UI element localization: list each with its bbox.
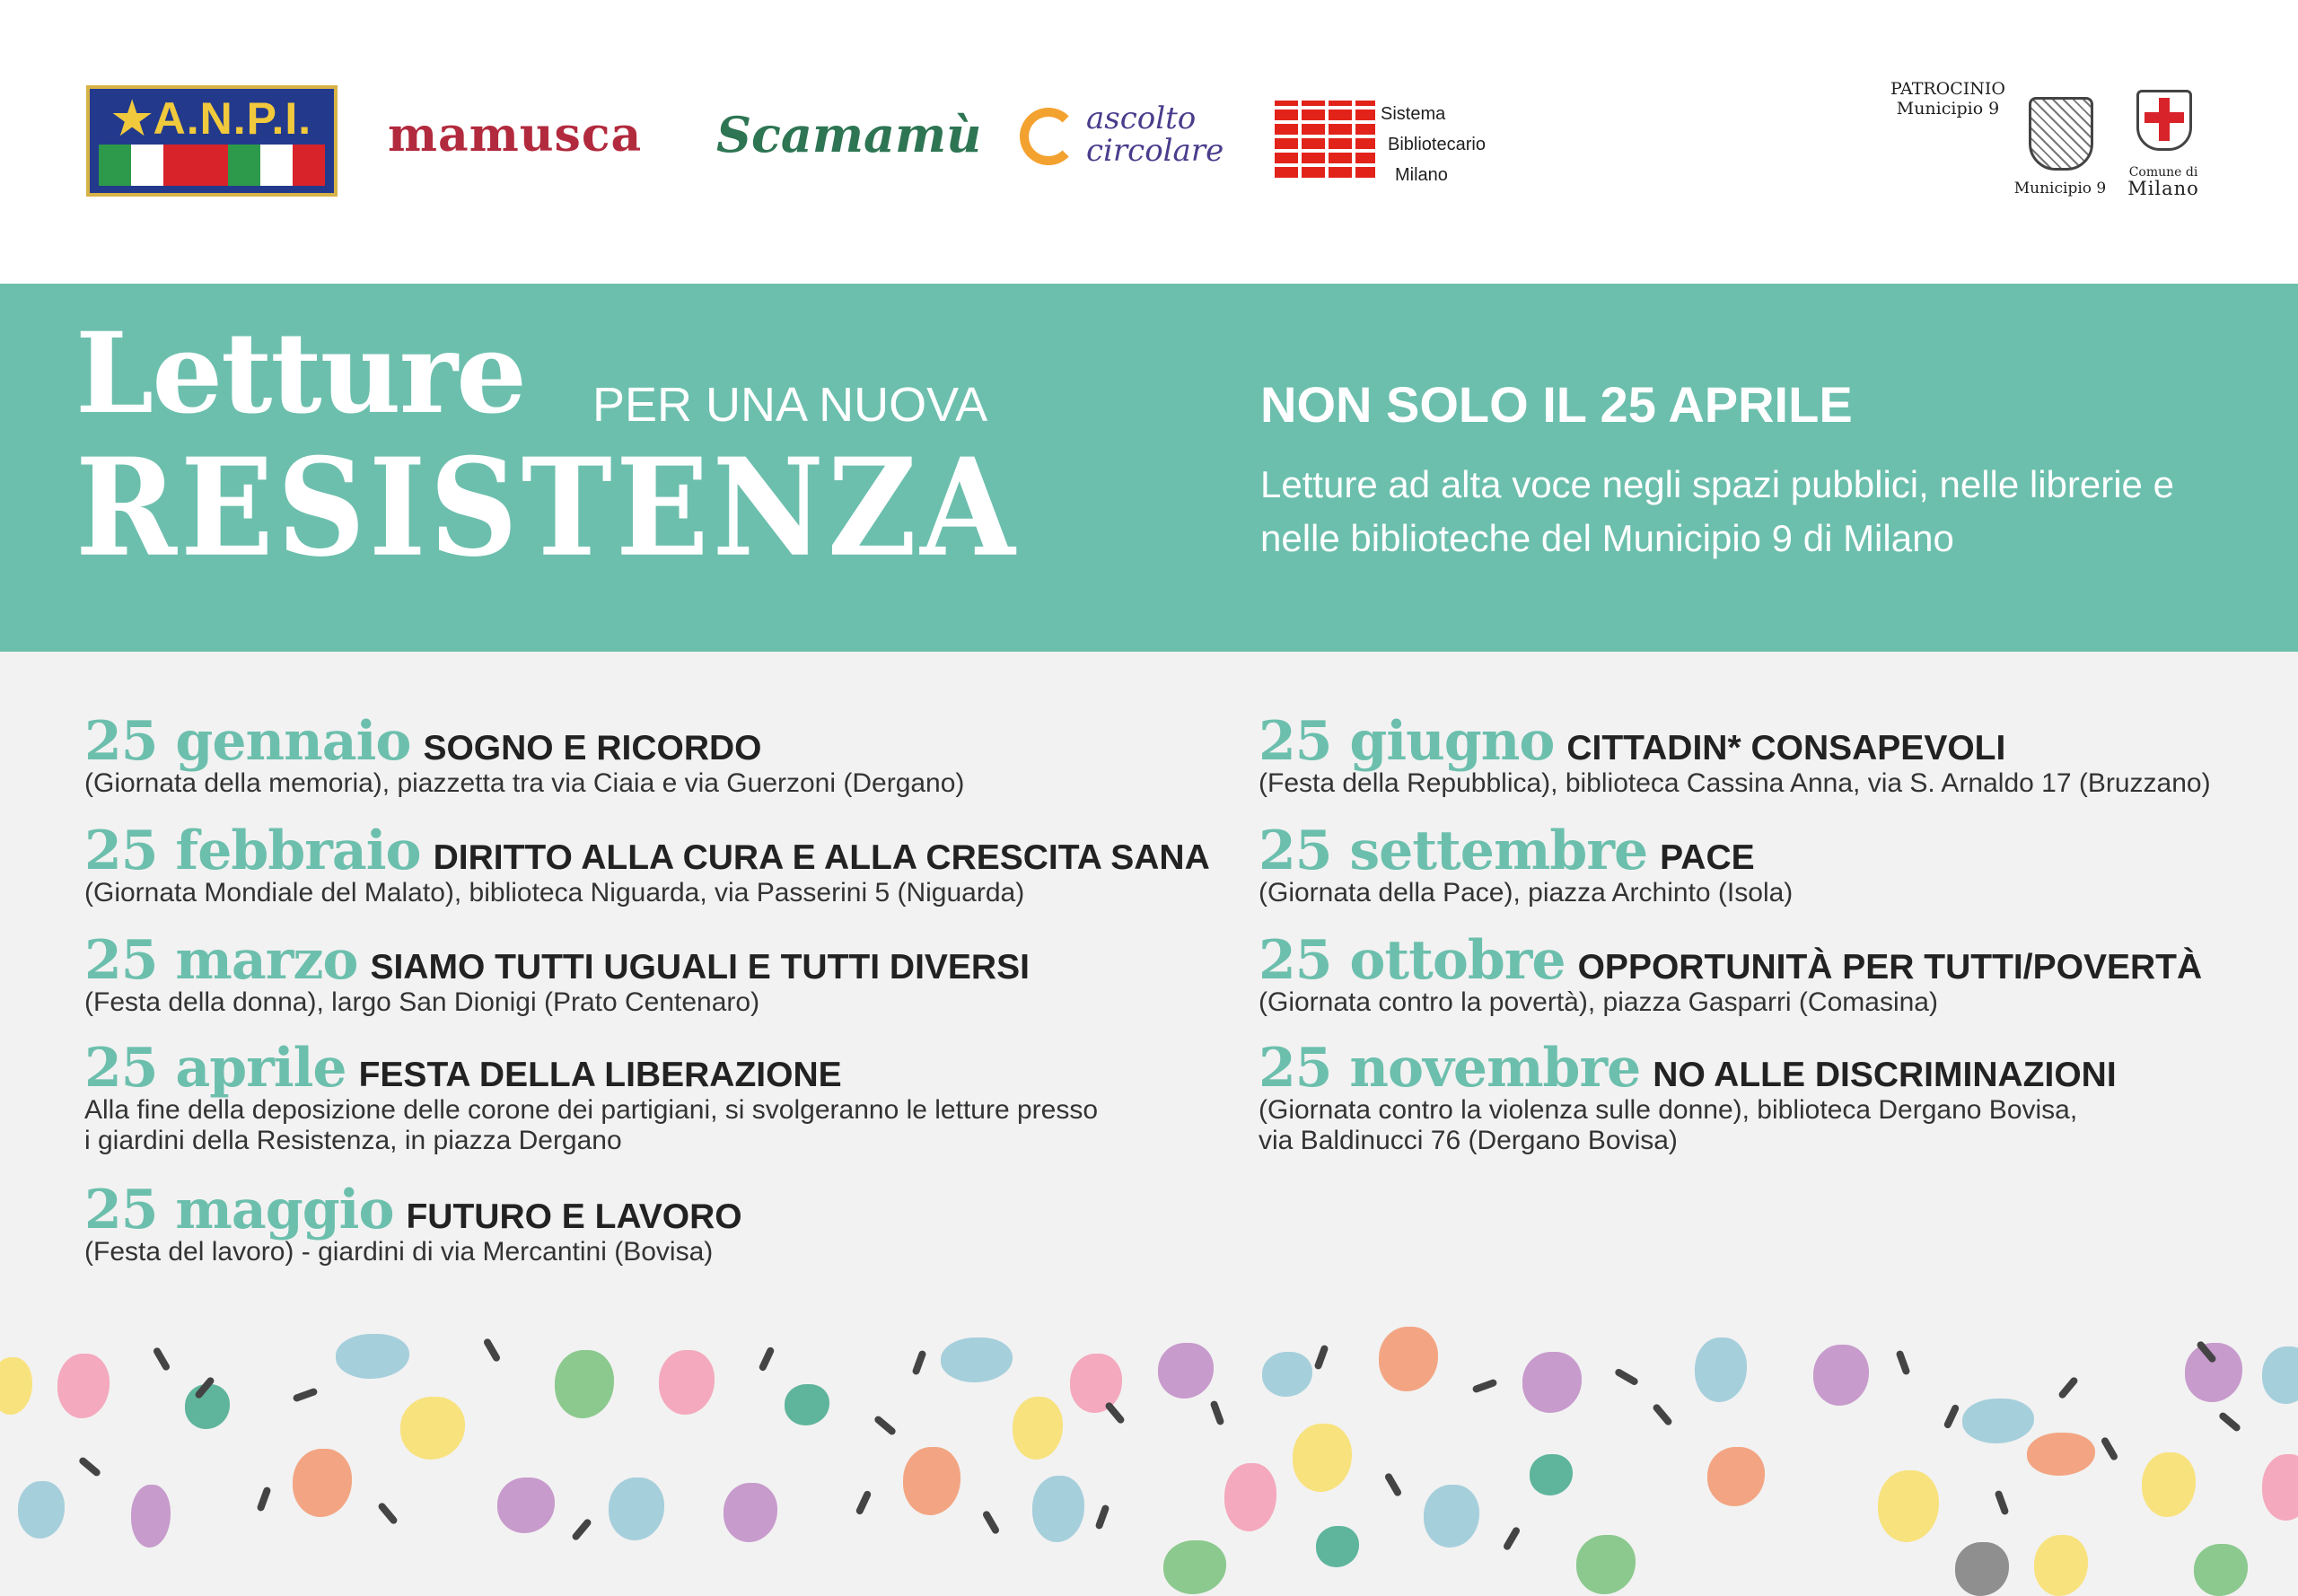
italian-flag-icon xyxy=(99,145,325,186)
event-item xyxy=(1259,1037,2298,1156)
scamamu-logo: Scamamù xyxy=(716,106,982,163)
sponsor-header xyxy=(0,0,2298,284)
mamusca-logo: mamusca xyxy=(388,108,643,162)
event-date: 25 gennaio xyxy=(84,710,411,773)
anpi-logo: ★A.N.P.I. xyxy=(86,85,338,197)
title-letture: Letture xyxy=(75,309,526,439)
event-theme: CITTADIN* CONSAPEVOLI xyxy=(1566,729,2006,767)
event-item xyxy=(84,929,1269,1018)
bricks-icon xyxy=(1275,101,1375,178)
event-details: (Giornata contro la violenza sulle donne), biblioteca Dergano Bovisa, via Baldinucci 76 (Dergano Bovisa) xyxy=(1259,1095,2078,1155)
event-item xyxy=(84,1179,1269,1267)
event-details: (Festa della Repubblica), biblioteca Cassina Anna, via S. Arnaldo 17 (Bruzzano) xyxy=(1259,768,2211,798)
crescent-icon xyxy=(1020,108,1077,165)
confetti-dot xyxy=(2262,1346,2298,1404)
event-details: (Giornata della memoria), piazzetta tra via Ciaia e via Guerzoni (Dergano) xyxy=(84,768,965,798)
confetti-dot xyxy=(2262,1454,2298,1521)
event-theme: SOGNO E RICORDO xyxy=(423,729,762,767)
ascolto-circolare-logo: ascolto circolare xyxy=(1020,101,1217,172)
event-details: (Giornata contro la povertà), piazza Gasparri (Comasina) xyxy=(1259,987,1938,1017)
event-theme: DIRITTO ALLA CURA E ALLA CRESCITA SANA xyxy=(433,838,1210,877)
event-date: 25 ottobre xyxy=(1259,929,1566,992)
event-theme: NO ALLE DISCRIMINAZIONI xyxy=(1653,1056,2117,1094)
event-theme: SIAMO TUTTI UGUALI E TUTTI DIVERSI xyxy=(370,948,1030,987)
event-item xyxy=(1259,820,2298,908)
event-date: 25 settembre xyxy=(1259,820,1648,882)
municipio-crest-icon xyxy=(2029,97,2093,171)
event-theme: FUTURO E LAVORO xyxy=(406,1197,742,1236)
event-date: 25 marzo xyxy=(84,929,358,992)
event-theme: FESTA DELLA LIBERAZIONE xyxy=(358,1056,842,1094)
event-details: (Festa della donna), largo San Dionigi (Prato Centenaro) xyxy=(84,987,760,1017)
event-date: 25 aprile xyxy=(84,1037,346,1100)
event-item xyxy=(84,710,1269,799)
event-theme: PACE xyxy=(1660,838,1755,877)
event-details: Alla fine della deposizione delle corone dei partigiani, si svolgeranno le letture presso i giardini della Resistenza, in piazza Dergano xyxy=(84,1095,1099,1155)
event-date: 25 novembre xyxy=(1259,1037,1641,1100)
event-item xyxy=(1259,929,2298,1018)
event-details: (Giornata della Pace), piazza Archinto (Isola) xyxy=(1259,878,1794,908)
band-description: Letture ad alta voce negli spazi pubblici, nelle librerie e nelle biblioteche del Municipio 9 di Milano xyxy=(1260,463,2174,559)
milano-crest-icon xyxy=(2136,90,2192,151)
event-theme: OPPORTUNITÀ PER TUTTI/POVERTÀ xyxy=(1577,948,2203,987)
municipio-caption: Municipio 9 xyxy=(2013,180,2107,197)
event-item xyxy=(1259,710,2298,799)
milano-caption: Milano xyxy=(2127,178,2199,199)
sistema-bibliotecario-logo: Sistema Bibliotecario Milano xyxy=(1275,99,1508,181)
event-item xyxy=(84,1037,1269,1156)
patrocinio-label: PATROCINIO Municipio 9 xyxy=(1890,79,2006,118)
event-item xyxy=(84,820,1269,908)
title-resistenza: RESISTENZA xyxy=(75,429,1019,587)
comune-caption: Comune di xyxy=(2128,165,2198,180)
event-date: 25 giugno xyxy=(1259,710,1555,773)
band-headline: NON SOLO IL 25 APRILE xyxy=(1260,376,1853,433)
event-date: 25 febbraio xyxy=(84,820,421,882)
title-subtitle: PER UNA NUOVA xyxy=(592,378,988,432)
event-details: (Giornata Mondiale del Malato), biblioteca Niguarda, via Passerini 5 (Niguarda) xyxy=(84,878,1025,908)
event-date: 25 maggio xyxy=(84,1179,394,1241)
event-details: (Festa del lavoro) - giardini di via Mercantini (Bovisa) xyxy=(84,1237,714,1267)
